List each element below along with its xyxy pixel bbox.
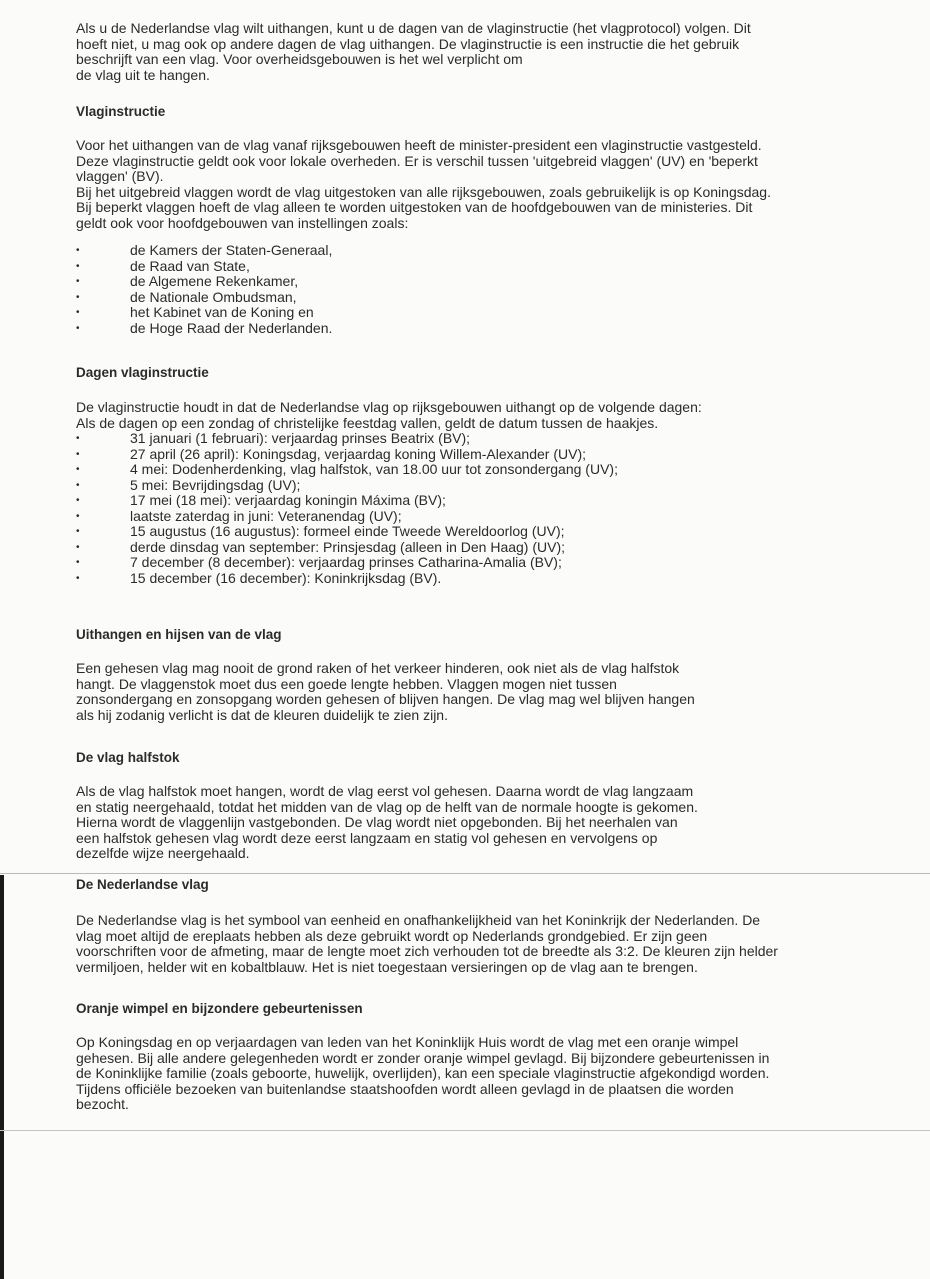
bullet-icon: • — [76, 541, 80, 553]
scan-bottom-edge — [0, 1130, 930, 1131]
heading-vlag-halfstok: De vlag halfstok — [76, 750, 180, 765]
vlaginstructie-paragraph: Voor het uithangen van de vlag vanaf rijksgebouwen heeft de minister-president een vlaginstructie vastgesteld. Deze vlaginstructie geldt ook voor lokale overheden. Er is verschil tussen 'uitgebreid vlaggen' (UV) en 'beperkt vlaggen' (BV). Bij het uitgebreid vlaggen wordt de vlag uitgestoken van alle rijksgebouwen, zoals gebruikelijk is op Koningsdag. Bij beperkt vlaggen hoeft de vlag alleen te worden uitgestoken van de hoofdgebouwen van de ministeries. Dit geldt ook voor hoofdgebouwen van instellingen zoals: — [76, 137, 771, 231]
heading-nederlandse-vlag: De Nederlandse vlag — [76, 877, 209, 892]
list-item-text: de Kamers der Staten-Generaal, — [130, 242, 333, 258]
bullet-icon: • — [76, 291, 80, 303]
dagen-paragraph: De vlaginstructie houdt in dat de Nederlandse vlag op rijksgebouwen uithangt op de volgende dagen: Als de dagen op een zondag of christelijke feestdag vallen, geldt de datum tussen de haakjes. — [76, 399, 702, 431]
list-item-text: 4 mei: Dodenherdenking, vlag halfstok, van 18.00 uur tot zonsondergang (UV); — [130, 461, 618, 477]
list-item-text: derde dinsdag van september: Prinsjesdag (alleen in Den Haag) (UV); — [130, 538, 566, 555]
list-item-text: laatste zaterdag in juni: Veteranendag (UV); — [130, 507, 402, 524]
heading-uithangen: Uithangen en hijsen van de vlag — [76, 627, 282, 642]
list-item-text: 5 mei: Bevrijdingsdag (UV); — [130, 476, 301, 493]
bullet-icon: • — [76, 260, 80, 272]
heading-oranje-wimpel: Oranje wimpel en bijzondere gebeurtenissen — [76, 1001, 363, 1016]
list-item-text: 27 april (26 april): Koningsdag, verjaardag koning Willem-Alexander (UV); — [130, 445, 586, 462]
heading-dagen-vlaginstructie: Dagen vlaginstructie — [76, 365, 209, 380]
bullet-icon: • — [76, 464, 80, 475]
list-item-text: 31 januari (1 februari): verjaardag prinses Beatrix (BV); — [130, 430, 471, 446]
nederlandse-vlag-paragraph: De Nederlandse vlag is het symbool van eenheid en onafhankelijkheid van het Koninkrijk der Nederlanden. De vlag moet altijd de ereplaats hebben als deze gebruikt wordt op Nederlands grondgebied. Er zijn geen voorschriften voor de afmeting, maar de lengte moet zich verhouden tot de breedte als 3:2. De kleuren zijn helder vermiljoen, helder wit en kobaltblauw. Het is niet toegestaan versieringen op de vlag aan te brengen. — [76, 912, 778, 975]
bullet-icon: • — [76, 322, 80, 334]
list-item-text: 15 augustus (16 augustus): formeel einde Tweede Wereldoorlog (UV); — [130, 523, 565, 539]
scan-crease-line — [0, 873, 930, 874]
bullet-icon: • — [76, 495, 80, 506]
list-item-text: 15 december (16 december): Koninkrijksdag (BV). — [130, 569, 442, 586]
oranje-wimpel-paragraph: Op Koningsdag en op verjaardagen van leden van het Koninklijk Huis wordt de vlag met een oranje wimpel gehesen. Bij alle andere gelegenheden wordt er zonder oranje wimpel gevlagd. Bij bijzondere gebeurtenissen in de Koninklijke familie (zoals geboorte, huwelijk, overlijden), kan een speciale vlaginstructie afgekondigd worden. Tijdens officiële bezoeken van buitenlandse staatshoofden wordt alleen gevlagd in de plaatsen die worden bezocht. — [76, 1034, 770, 1112]
list-item-text: de Nationale Ombudsman, — [130, 288, 297, 305]
list-item-text: de Raad van State, — [130, 257, 250, 274]
bullet-icon: • — [76, 510, 80, 522]
bullet-icon: • — [76, 448, 80, 460]
bullet-icon: • — [76, 433, 80, 444]
list-item-text: het Kabinet van de Koning en — [130, 304, 314, 320]
bullet-icon: • — [76, 526, 80, 537]
bullet-icon: • — [76, 479, 80, 491]
bullet-icon: • — [76, 572, 80, 584]
heading-vlaginstructie: Vlaginstructie — [76, 104, 166, 119]
scan-page-edge — [0, 875, 4, 1279]
bullet-icon: • — [76, 307, 80, 318]
uithangen-paragraph: Een gehesen vlag mag nooit de grond raken of het verkeer hinderen, ook niet als de vlag halfstok hangt. De vlaggenstok moet dus een goede lengte hebben. Vlaggen mogen niet tussen zonsondergang en zonsopgang worden gehesen of blijven hangen. De vlag mag wel blijven hangen als hij zodanig verlicht is dat de kleuren duidelijk te zien zijn. — [76, 660, 695, 723]
list-item-text: 7 december (8 december): verjaardag prinses Catharina-Amalia (BV); — [130, 554, 562, 570]
list-item-text: 17 mei (18 mei): verjaardag koningin Máxima (BV); — [130, 492, 446, 508]
list-item-text: de Algemene Rekenkamer, — [130, 273, 299, 289]
bullet-icon: • — [76, 245, 80, 256]
list-item-text: de Hoge Raad der Nederlanden. — [130, 319, 333, 336]
bullet-icon: • — [76, 557, 80, 568]
halfstok-paragraph: Als de vlag halfstok moet hangen, wordt de vlag eerst vol gehesen. Daarna wordt de vlag langzaam en statig neergehaald, totdat het midden van de vlag op de helft van de normale hoogte is gekomen. Hierna wordt de vlaggenlijn vastgebonden. De vlag wordt niet opgebonden. Bij het neerhalen van een halfstok gehesen vlag wordt deze eerst langzaam en statig vol gehesen en vervolgens op dezelfde wijze neergehaald. — [76, 783, 698, 861]
bullet-icon: • — [76, 276, 80, 287]
intro-paragraph: Als u de Nederlandse vlag wilt uithangen, kunt u de dagen van de vlaginstructie (het vlagprotocol) volgen. Dit hoeft niet, u mag ook op andere dagen de vlag uithangen. De vlaginstructie is een instructie die het gebruik beschrijft van een vlag. Voor overheidsgebouwen is het wel verplicht om de vlag uit te hangen. — [76, 20, 751, 83]
